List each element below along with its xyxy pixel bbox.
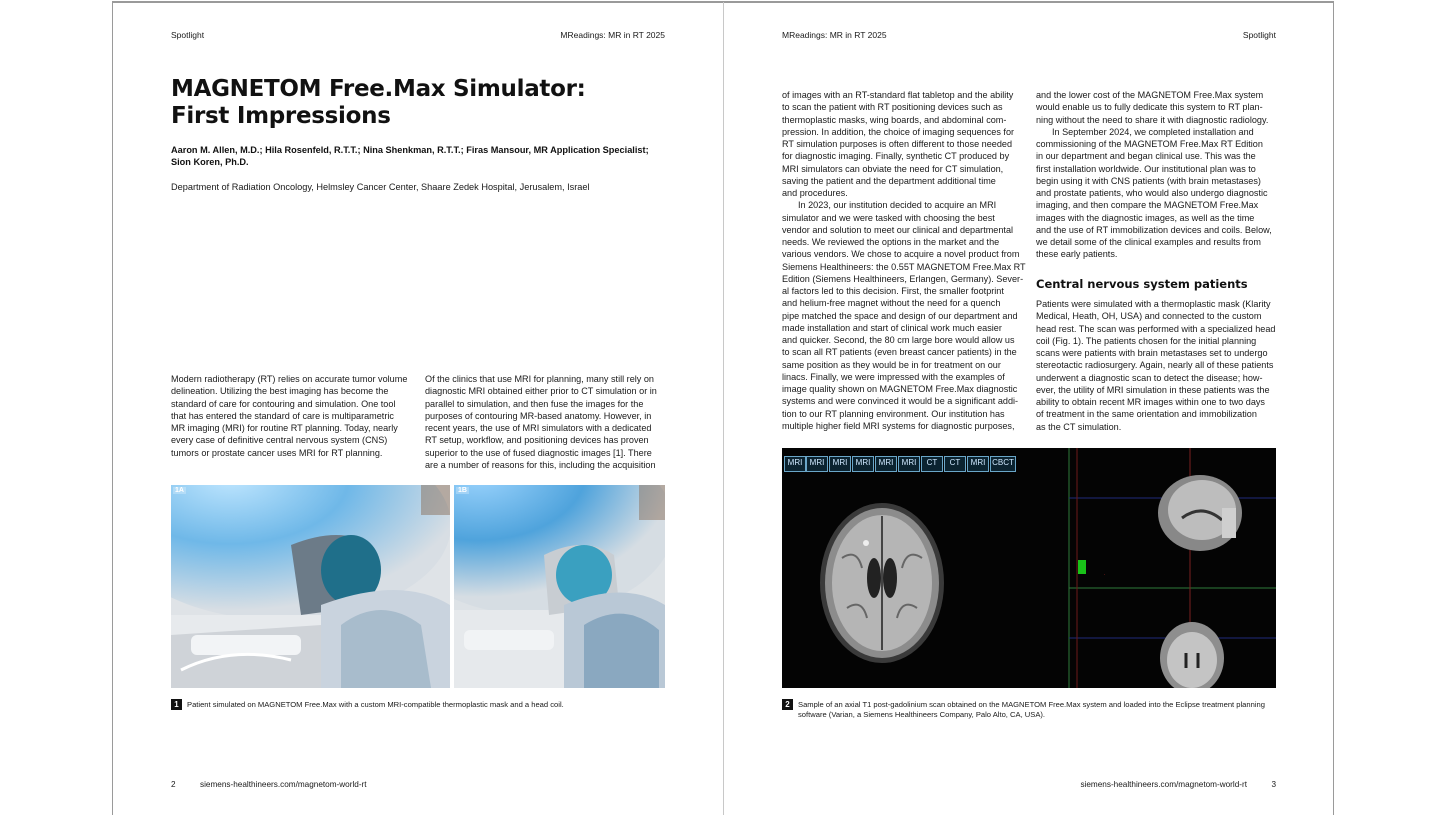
- image-tab[interactable]: MRI: [875, 456, 897, 472]
- right-page: [724, 2, 1334, 815]
- text-line: pression. In addition, the choice of imaging sequences for: [782, 126, 1015, 137]
- right-page-number: 3: [1271, 780, 1276, 789]
- figure-1b-photo: [454, 485, 665, 688]
- text-line: linacs. Finally, we were impressed with the examples of: [782, 371, 1005, 382]
- text-line: coil (Fig. 1). The patients chosen for the initial planning: [1036, 335, 1257, 346]
- text-line: RT simulation purposes is often different to those needed: [782, 139, 1013, 149]
- text-line: ever, the utility of MRI simulation in these patients was the: [1036, 384, 1270, 395]
- svg-text:·: ·: [1104, 572, 1106, 577]
- text-line: delineation. Utilizing the best imaging has become the: [171, 386, 389, 397]
- patient-in-scanner-illustration: [171, 485, 450, 688]
- figure-1-number: 1: [171, 699, 182, 710]
- figure-1-caption-text: Patient simulated on MAGNETOM Free.Max with a custom MRI-compatible thermoplastic mask and a head coil.: [187, 700, 564, 709]
- text-line: of images with an RT-standard flat tabletop and the ability: [782, 90, 1014, 100]
- text-line: and procedures.: [782, 188, 848, 198]
- image-tab[interactable]: MRI: [784, 456, 806, 472]
- figure-2-number: 2: [782, 699, 793, 710]
- image-tab[interactable]: CT: [944, 456, 966, 472]
- text-line: stereotactic radiosurgery. Again, nearly all of these patients: [1036, 360, 1274, 371]
- text-line: various vendors. We chose to acquire a novel product from: [782, 249, 1020, 260]
- text-line: saving the patient and the department additional time: [782, 175, 996, 186]
- text-line: and prostate patients, who would also undergo diagnostic: [1036, 188, 1268, 198]
- text-line: of treatment in the same orientation and immobilization: [1036, 409, 1257, 420]
- text-line: simulator and we were tasked with choosing the best: [782, 212, 995, 223]
- title-line: First Impressions: [171, 103, 391, 129]
- left-footer-url[interactable]: siemens-healthineers.com/magnetom-world-rt: [200, 780, 367, 789]
- text-line: and the use of RT immobilization devices and coils. Below,: [1036, 224, 1272, 235]
- text-line: In September 2024, we completed installation and: [1052, 126, 1254, 137]
- text-line: are a number of reasons for this, including the acquisition: [425, 459, 656, 470]
- figure-2-planning-screenshot: [782, 448, 1276, 688]
- text-line: and the lower cost of the MAGNETOM Free.Max system: [1036, 90, 1264, 100]
- left-page: [113, 2, 723, 815]
- text-line: made installation and start of clinical work much easier: [782, 322, 1002, 333]
- text-line: imaging, and then compare the MAGNETOM Free.Max: [1036, 200, 1259, 211]
- right-footer-url[interactable]: siemens-healthineers.com/magnetom-world-rt: [1080, 780, 1247, 789]
- text-line: In 2023, our institution decided to acquire an MRI: [798, 200, 997, 211]
- figure-1a-label: 1A: [175, 487, 184, 494]
- figure-1a-photo: [171, 485, 450, 688]
- authors-line: Aaron M. Allen, M.D.; Hila Rosenfeld, R.T.T.; Nina Shenkman, R.T.T.; Firas Mansour, MR Application Specialist;: [171, 145, 649, 155]
- text-line: tion to our RT planning environment. Our institution has: [782, 408, 1005, 419]
- text-line: standard of care for contouring and simulation. One tool: [171, 398, 396, 409]
- text-line: as the CT simulation.: [1036, 421, 1122, 432]
- text-line: first installation worldwide. Our institutional plan was to: [1036, 163, 1256, 174]
- text-line: needs. We reviewed the options in the market and the: [782, 237, 1000, 247]
- image-tab[interactable]: CT: [921, 456, 943, 472]
- right-header-publication: MReadings: MR in RT 2025: [782, 30, 887, 40]
- text-line: recent years, the use of MRI simulators with a dedicated: [425, 423, 652, 433]
- left-column-1: [171, 373, 411, 459]
- text-line: and quicker. Second, the 80 cm large bore would allow us: [782, 335, 1015, 345]
- authors: [171, 144, 651, 168]
- text-line: same position as they would be in for treatment on our: [782, 359, 1001, 370]
- figure-2-caption: [782, 699, 1302, 723]
- text-line: in our department and began clinical use. This was the: [1036, 151, 1256, 162]
- text-line: images with the diagnostic images, as well as the time: [1036, 212, 1255, 223]
- text-line: vendor and solution to meet our clinical and departmental: [782, 224, 1014, 235]
- right-header-section: Spotlight: [1242, 30, 1276, 40]
- figure-2-caption-line: Sample of an axial T1 post-gadolinium scan obtained on the MAGNETOM Free.Max system and loaded into the Eclipse treatment planning: [798, 700, 1265, 709]
- text-line: would enable us to fully dedicate this system to RT plan-: [1036, 102, 1263, 113]
- affiliation: Department of Radiation Oncology, Helmsley Cancer Center, Shaare Zedek Hospital, Jerusalem, Israel: [171, 182, 590, 192]
- text-line: pipe matched the space and design of our department and: [782, 310, 1018, 321]
- text-line: superior to the use of fused diagnostic images [1]. There: [425, 447, 652, 458]
- title-line: MAGNETOM Free.Max Simulator:: [171, 76, 586, 102]
- right-column-1: [782, 89, 1026, 432]
- text-line: MRI simulators can obviate the need for CT simulation,: [782, 163, 1004, 174]
- image-tab[interactable]: MRI: [967, 456, 989, 472]
- right-column-2-section: [1036, 298, 1281, 433]
- text-line: that has entered the standard of care is multiparametric: [171, 410, 394, 421]
- text-line: al factors led to this decision. First, the smaller footprint: [782, 286, 1004, 296]
- text-line: image quality shown on MAGNETOM Free.Max diagnostic: [782, 384, 1018, 394]
- text-line: begin using it with CNS patients (with brain metastases): [1036, 175, 1261, 186]
- text-line: to scan the patient with RT positioning devices such as: [782, 102, 1003, 113]
- text-line: ability to obtain recent MR images within one to two days: [1036, 397, 1265, 407]
- image-tab[interactable]: CBCT: [990, 456, 1016, 472]
- mri-views-illustration: [782, 448, 1276, 688]
- article-title: [171, 76, 651, 130]
- text-line: thermoplastic masks, wing boards, and abdominal com-: [782, 114, 1007, 125]
- figure-2-caption-line: software (Varian, a Siemens Healthineers Company, Palo Alto, CA, USA).: [798, 710, 1046, 719]
- figure-1-caption: [171, 699, 691, 711]
- text-line: to scan all RT patients (even breast cancer patients) in the: [782, 347, 1017, 358]
- text-line: parallel to simulation, and then fuse the images for the: [425, 398, 644, 409]
- left-header-publication: MReadings: MR in RT 2025: [560, 30, 665, 40]
- left-header-section: Spotlight: [171, 30, 205, 40]
- authors-line: Sion Koren, Ph.D.: [171, 157, 249, 167]
- text-line: Modern radiotherapy (RT) relies on accurate tumor volume: [171, 374, 408, 384]
- text-line: commissioning of the MAGNETOM Free.Max RT Edition: [1036, 139, 1263, 149]
- section-subheading: Central nervous system patients: [1036, 277, 1248, 291]
- text-line: Of the clinics that use MRI for planning, many still rely on: [425, 374, 654, 384]
- text-line: purposes of contouring MR-based anatomy. However, in: [425, 410, 652, 421]
- image-tab[interactable]: MRI: [829, 456, 851, 472]
- left-page-number: 2: [171, 780, 176, 789]
- right-column-2: [1036, 89, 1281, 261]
- left-column-2: [425, 373, 665, 471]
- text-line: ning without the need to share it with diagnostic radiology.: [1036, 114, 1269, 125]
- text-line: Edition (Siemens Healthineers, Erlangen, Germany). Sever-: [782, 273, 1024, 284]
- text-line: Medical, Heath, OH, USA) and connected to the custom: [1036, 311, 1262, 322]
- text-line: these early patients.: [1036, 249, 1118, 260]
- text-line: we detail some of the clinical examples and results from: [1036, 237, 1261, 247]
- text-line: multiple higher field MRI systems for diagnostic purposes,: [782, 420, 1015, 431]
- image-tab[interactable]: MRI: [898, 456, 920, 472]
- text-line: head rest. The scan was performed with a specialized head: [1036, 323, 1276, 334]
- image-tab[interactable]: MRI: [806, 456, 828, 472]
- text-line: Patients were simulated with a thermoplastic mask (Klarity: [1036, 299, 1271, 309]
- text-line: diagnostic MRI obtained either prior to CT simulation or in: [425, 386, 657, 397]
- patient-with-head-coil-illustration: [454, 485, 665, 688]
- text-line: tumors or prostate cancer uses MRI for RT planning.: [171, 447, 383, 458]
- figure-1b-label: 1B: [458, 487, 467, 494]
- text-line: underwent a diagnostic scan to detect the disease; how-: [1036, 372, 1263, 383]
- image-tab[interactable]: MRI: [852, 456, 874, 472]
- text-line: Siemens Healthineers: the 0.55T MAGNETOM Free.Max RT: [782, 261, 1026, 272]
- text-line: RT setup, workflow, and positioning devices has proven: [425, 435, 649, 446]
- text-line: scans were patients with brain metastases set to undergo: [1036, 348, 1268, 358]
- text-line: for diagnostic imaging. Finally, synthetic CT produced by: [782, 151, 1010, 162]
- text-line: systems and were convinced it would be a significant addi-: [782, 396, 1019, 407]
- text-line: every case of definitive central nervous system (CNS): [171, 435, 388, 446]
- text-line: and helium-free magnet without the need for a quench: [782, 298, 1001, 309]
- text-line: MR imaging (MRI) for routine RT planning. Today, nearly: [171, 423, 398, 433]
